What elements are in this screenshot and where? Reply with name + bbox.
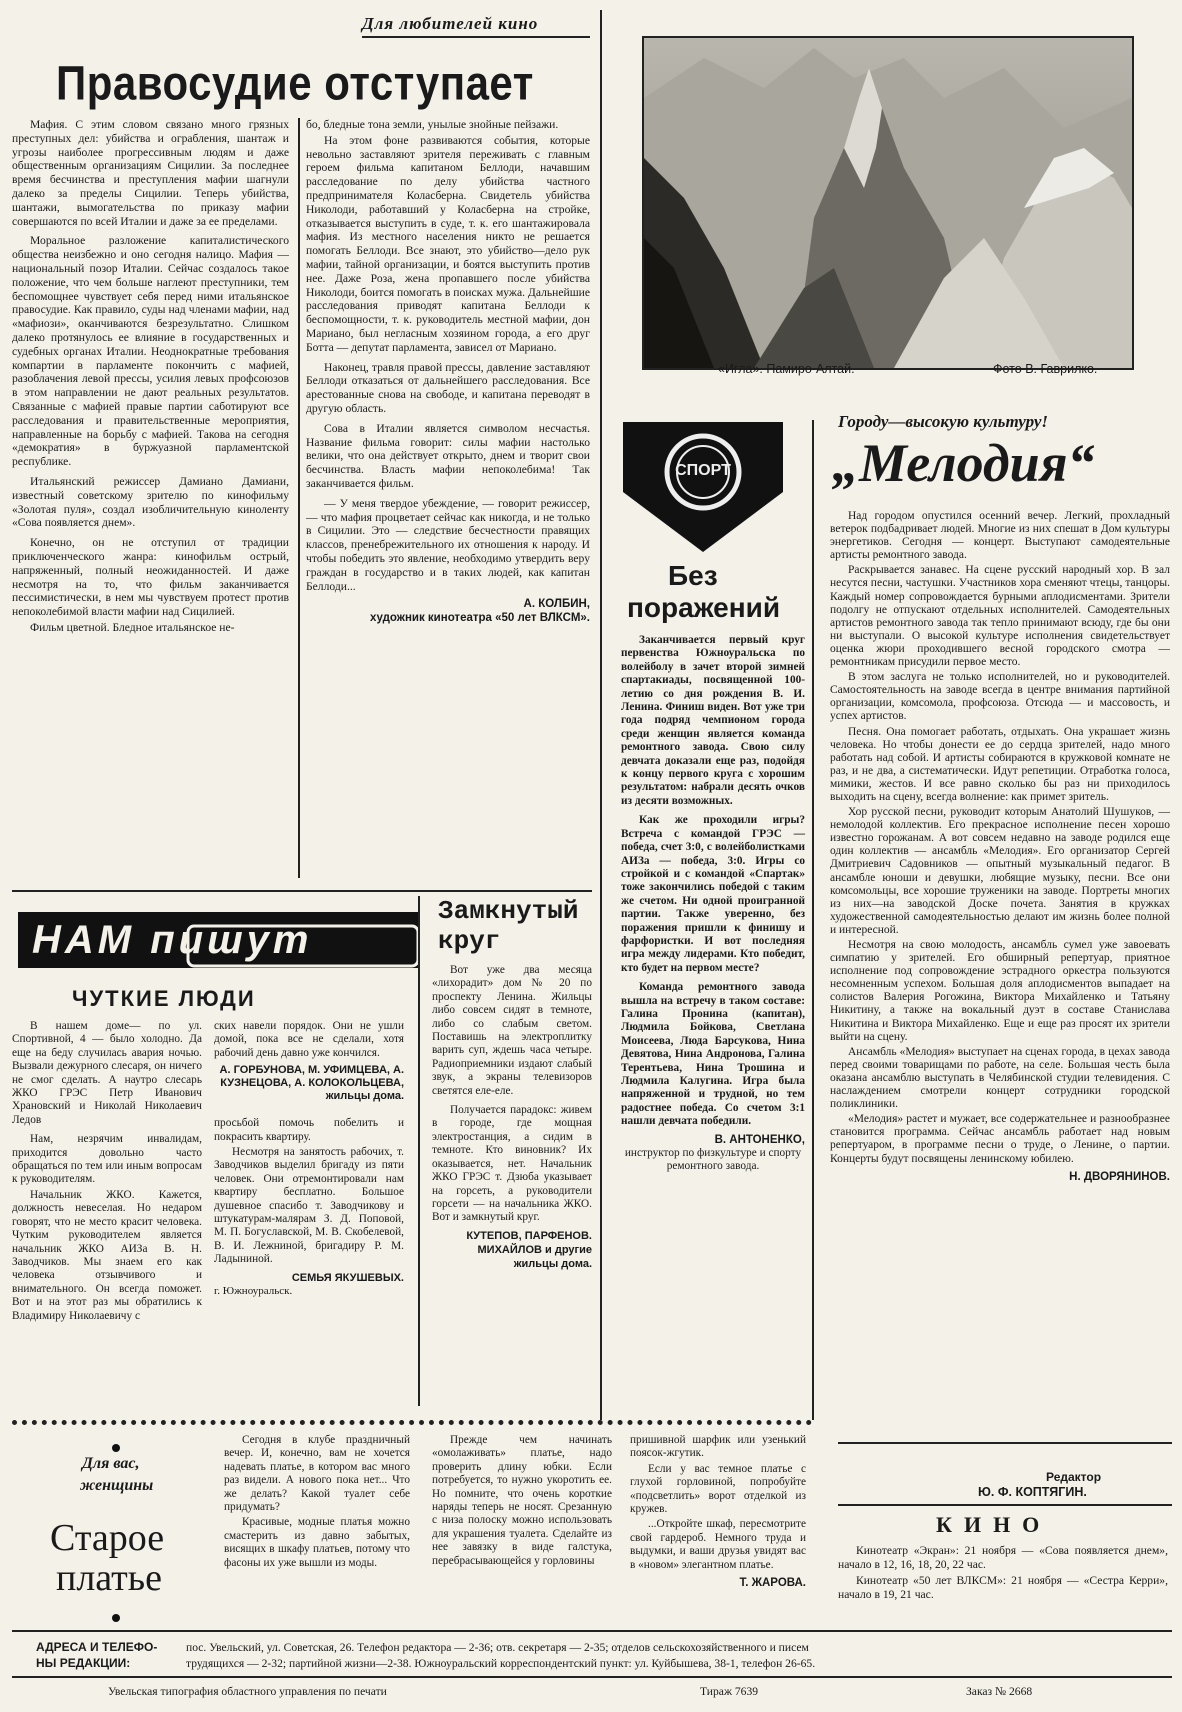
women-title-1: Старое — [50, 1517, 165, 1559]
melodia-kicker: Городу—высокую культуру! — [838, 412, 1049, 431]
headline: Правосудие отступает — [56, 56, 534, 111]
footer-address-1: пос. Увельский, ул. Советская, 26. Телефон редактора — 2-36; отв. секретаря — 2-35; отделов сельскохозяйственного и писем — [186, 1641, 809, 1654]
paragraph: Над городом опустился осенний вечер. Легкий, прохладный ветерок подбадривает людей. Многие из них спешат в Дом культуры энергетиков. Сегодня — концерт. Выступают самодеятельные артисты ремонтного завода. — [830, 510, 1170, 562]
footer-printer: Увельская типография областного управления по печати — [108, 1685, 387, 1698]
rubric-cinema: Для любителей кино — [362, 14, 539, 33]
section-rule — [838, 1442, 1172, 1444]
paragraph: Вот уже два месяца «лихорадит» дом № 20 по проспекту Ленина. Жильцы либо совсем сидят в темноте, либо со слабым светом. Поставишь на электроплитку варить суп, ждешь часа четыре. Радиоприемники издают слабый звук, а экраны телевизоров светятся еле-еле. — [432, 964, 592, 1097]
closed-circle-article — [432, 964, 592, 1271]
letters-col2 — [214, 1020, 404, 1298]
letters-col1 — [12, 1020, 202, 1325]
paragraph: Сова в Италии является символом несчастья. Название фильма говорит: силы мафии настолько велики, что она действует открыто, днем и творит свои бесчинства. Власть мафии непоколебима! Так заканчивается фильм. — [306, 421, 590, 490]
column-divider — [298, 118, 300, 878]
letters-signature-2: СЕМЬЯ ЯКУШЕВЫХ. — [291, 1271, 404, 1284]
paragraph: Фильм цветной. Бледное итальянское не- — [30, 620, 235, 634]
paragraph: Песня. Она помогает работать, отдыхать. Она украшает жизнь человека. Но чтобы донести ее до сердца зрителей, надо много работать над собой. И артисты собираются в кружковой комнате не раз, и не два, а систематически. Идут репетиции. Отработка голоса, мимики, жестов. И все равно сколько бы раз ни приходилось выходить на сцену, всегда волнение: как примет зритель. — [830, 725, 1170, 803]
sport-title-1: Без — [668, 560, 718, 591]
paragraph: Прежде чем начинать «омолаживать» платье, надо проверить длину юбки. Если потребуется, то нужно укоротить ее. Но помните, что очень короткие наряды теперь не носят. Срезанную с низа полоску можно использовать для украшения туалета. Сделайте из нее завязку в виде галстука, перебрасывающейся у горловины — [432, 1434, 612, 1567]
paragraph: Итальянский режиссер Дамиано Дамиани, известный советскому зрителю по кинофильму «Золотая пуля», создал изобличительную киноленту «Сова появляется днем». — [12, 474, 289, 530]
paragraph: Получается парадокс: живем в городе, где мощная электростанция, а сидим в темноте. Кто виновник? Их оказывается, нет. Начальник ЖКО ГРЭС т. Дзюба указывает на горсеть, а руководители горсети — на начальника ЖКО. Вот и замкнутый круг. — [432, 1104, 592, 1224]
section-rule — [12, 890, 592, 892]
cinema-listing — [838, 1544, 1168, 1604]
paragraph: Как же проходили игры? Встреча с командой ГРЭС — победа, счет 3:0, с волейболистками АИЗа — победа, 3:0. Игры со стройкой и с командой «Спартак» тоже закончились победой с таким же счетом. Ни одной проигранной партии. Также уверенно, без поражения пришли к финишу и фарфористки. И вот последняя игра между лидерами. Кто победит, кто будет на первом месте? — [621, 814, 805, 974]
paragraph: Конечно, он не отступил от традиции приключенческого жанра: кинофильм острый, напряженный, полный неожиданностей. И даже несмотря на то, что фильм заканчивается пессимистически, в нем мы чувствуем протест против непоколебимой власти мафии над Сицилией. — [12, 536, 289, 619]
bullet-icon — [112, 1444, 120, 1452]
paragraph: Наконец, травля правой прессы, давление заставляют Беллоди отказаться от дальнейшего расследования. Все арестованные снова на свободе, и капитана переводят в другую область. — [306, 360, 590, 415]
paragraph: На этом фоне развиваются события, которые невольно заставляют зрителя переживать с главным героем фильма капитаном Беллоди, начавшим расследование по делу убийства частного предпринимателя Колаcберна. Свидетель убийства Николоди, работавший у Колаcберна на стройке, отказывается выступить в суде, т. к. его шантажировала мафия. Из местного населения никто не решается помогать Беллоди. Все знают, это убийство—дело рук мафии, тайной организации, и боятся выступить против нее. Даже Роза, жена пропавшего после убийства Николоди, боится помогать в поисках мужа. Дальнейшие расследования приводят капитана Беллоди к беспомощности, т. к. руководитель местной мафии, дон Мариано, был негласным хозяином города, а его друг Ботта — депутат парламента, зависел от Мариано. — [306, 133, 590, 354]
letters-title: ЧУТКИЕ ЛЮДИ — [72, 986, 256, 1011]
footer-rule — [12, 1630, 1172, 1632]
sport-title-2: поражений — [627, 592, 781, 623]
sport-shield-icon — [623, 422, 783, 552]
melodia-title: „Мелодия“ — [832, 433, 1095, 493]
paragraph: Заканчивается первый круг первенства Южноуральска по волейболу в зачет второй зимней спартакиады, посвященной 100-летию со дня рождения В. И. Ленина. Финиш виден. Вот уже три года подряд чемпионом города среди женщин является команда ремонтного завода. Свою силу девчата доказали еще раз, подойдя к концу первого круга с хорошим результатом: набрали десять очков из десяти возможных. — [621, 634, 805, 807]
letters-city: г. Южноуральск. — [214, 1284, 293, 1297]
letters-signature-1: А. ГОРБУНОВА, М. УФИМЦЕВА, А. КУЗНЕЦОВА, А. КОЛОКОЛЬЦЕВА, жильцы дома. — [219, 1064, 404, 1103]
women-col2 — [432, 1434, 612, 1570]
melodia-author: Н. ДВОРЯНИНОВ. — [1069, 1170, 1170, 1183]
women-rubric-1: Для вас, — [82, 1455, 140, 1472]
paragraph: «Мелодия» растет и мужает, все содержательнее и разнообразнее становится программа. Сейчас ансамбль работает над новым репертуаром, в программе песни о труде, о Ленине, о партии. Концерты будут посвящены ленинскому юбилею. — [830, 1113, 1170, 1165]
photo-caption: «Игла». Памиро-Алтай. — [718, 362, 855, 376]
column-divider — [600, 10, 602, 1420]
paragraph: Начальник ЖКО. Кажется, должность невеселая. Но недаром говорят, что не место красит человека. Чутким руководителем является начальник ЖКО АИЗа В. Н. Заводчиков. Мы знаем его как человека отзывчивого и внимательного. Он всегда поможет. Вот и на этот раз мы обратились к Владимиру Николаевичу с — [12, 1188, 202, 1322]
closed-circle-title-2: круг — [438, 926, 501, 956]
column-divider — [418, 896, 420, 1406]
editor-name: Ю. Ф. КОПТЯГИН. — [978, 1485, 1087, 1499]
footer-order: Заказ № 2668 — [966, 1685, 1033, 1698]
mountain-photo — [642, 36, 1134, 370]
women-author: Т. ЖАРОВА. — [739, 1577, 806, 1590]
women-title-2: платье — [56, 1557, 162, 1599]
paragraph: Если у вас темное платье с глухой горловиной, попробуйте «подсветлить» ворот отделкой из кружев. — [630, 1462, 806, 1516]
paragraph: Нам, незрячим инвалидам, приходится довольно часто обращаться по тем или иным вопросам к руководителям. — [12, 1133, 202, 1186]
women-col3 — [630, 1434, 806, 1590]
rubric-underline — [362, 36, 590, 38]
paragraph: ...Откройте шкаф, пересмотрите свой гардероб. Немного труда и выдумки, и ваши друзья увидят вас в «новом» элегантном платье. — [630, 1518, 806, 1571]
sport-emblem-label: СПОРТ — [675, 462, 731, 479]
paragraph: Красивые, модные платья можно смастерить из давно забытых, висящих в шкафу платьев, потому что фасоны их уже вышли из моды. — [224, 1516, 410, 1569]
sport-author-role: инструктор по физкультуре и спорту ремонтного завода. — [624, 1146, 802, 1173]
article-author-role: художник кинотеатра «50 лет ВЛКСМ». — [369, 612, 590, 625]
paragraph: Несмотря на свою молодость, ансамбль сумел уже завоевать симпатию у зрителей. Его обширный репертуар, приятное исполнение под сопровождение эстрадного оркестра пользуются несомненным успехом. Большая доля аплодисментов выпадает на солистов Валерия Рогожина, Виктора Михайленко и Татьяну Никитину, а также на вокальный дуэт в составе Станислава Никитина и Виктора Михайленко. Еще и еще раз просят их зрители выйти на сцену. — [830, 939, 1170, 1043]
sport-emblem — [623, 422, 783, 552]
closed-circle-signature: КУТЕПОВ, ПАРФЕНОВ. МИХАЙЛОВ и другие жильцы дома. — [466, 1229, 592, 1270]
sport-article — [621, 634, 805, 1173]
cinema-item: Кинотеатр «50 лет ВЛКСМ»: 21 ноября — «Сестра Керри», начало в 19, 21 час. — [838, 1574, 1168, 1601]
paragraph: бо, бледные тона земли, унылые знойные пейзажи. — [306, 118, 559, 131]
paragraph: Моральное разложение капиталистического общества неизбежно и оно сегодня налицо. Мафия — национальный позор Италии. Сейчас создалось такое положение, что чем больше наглеют преступники, тем беспомощнее чувствует себя перед ними итальянское правосудие. Как правило, суды над членами мафии, над «мафиози», оканчиваются безрезультатно. Слишком далеко протянулось ее влияние в государственных и судебных органах Италии. Неоднократные требования компартии в парламенте покончить с мафией, разоблачения левой прессы, усилия левых профсоюзов в этом направлении не дают реальных результатов. Связанные с мафией правые партии саботируют все расследования и правительственные мероприятия, направленные на борьбу с мафией. Такова на сегодня «демократия» в буржуазной парламентской республике. — [12, 234, 289, 469]
footer-label-2: НЫ РЕДАКЦИИ: — [36, 1656, 131, 1670]
bullet-icon — [112, 1614, 120, 1622]
paragraph: Сегодня в клубе праздничный вечер. И, конечно, вам не хочется надевать платье, в котором вас много раз видели. А нового пока нет... Что же делать? Какой туалет себе придумать? — [224, 1434, 410, 1514]
footer-circulation: Тираж 7639 — [700, 1685, 759, 1698]
sport-author: В. АНТОНЕНКО, — [714, 1133, 805, 1146]
cinema-title: КИНО — [936, 1512, 1052, 1537]
section-dotted-rule — [12, 1420, 812, 1425]
photo-credit: Фото В. Гаврилко. — [993, 362, 1098, 376]
article-author: А. КОЛБИН, — [523, 598, 590, 611]
paragraph: Команда ремонтного завода вышла на встречу в таком составе: Галина Пронина (капитан), Людмила Бойкова, Светлана Моисеева, Люда Барсукова, Нина Девятова, Нина Андронова, Галина Терентьева, Нина Трошина и Людмила Калугина. Игра была напряженной и трудной, но тем радостнее победа. Со счетом 3:1 нашли девчата победили. — [621, 981, 805, 1128]
closed-circle-title-1: Замкнутый — [438, 896, 579, 926]
women-col1 — [224, 1434, 410, 1572]
paragraph: Ансамбль «Мелодия» выступает на сценах города, в цехах завода перед своими товарищами по работе, на селе. Большая честь была оказана ансамблю выступать в Челябинской студии телевидения. С наслаждением смотрели концерт сотрудники городской поликлиники. — [830, 1045, 1170, 1111]
letters-banner — [18, 904, 418, 974]
section-rule — [838, 1504, 1172, 1506]
paragraph: Раскрывается занавес. На сцене русский народный хор. В зал несутся песни, частушки. Участников хора сменяют чтецы, танцоры. Каждый номер сопровождается бурными аплодисментами. Зрители подолгу не отпускают отдельных исполнителей. Самодеятельных артистов ремонтного завода так тепло принимают всюду, где бы они ни выступали. О высокой культуре исполнения свидетельствует оценка жюри проходившего весной городского смотра — ремонтникам присудили первое место. — [830, 564, 1170, 669]
paragraph: просьбой помочь побелить и покрасить квартиру. — [214, 1117, 404, 1143]
footer-rule — [12, 1676, 1172, 1678]
paragraph: Хор русской песни, руководит которым Анатолий Шушуков, — немолодой коллектив. Его прекрасное исполнение песен хорошо известно горожанам. А вот совсем недавно на заводе родился еще один коллектив — ансамбль «Мелодия». Его организатор Сергей Дмитриевич Садовников — опытный музыкальный педагог. В ансамбле юноши и девушки, любящие музыку, песни. Все они комсомольцы, все хорошие труженики на заводе. Портреты многих из них—на заводской Доске почета. Занятия в кружках художественной самодеятельностью делают им жизнь более полной и интересной. — [830, 806, 1170, 936]
column-divider — [812, 420, 814, 1420]
paragraph: — У меня твердое убеждение, — говорит режиссер, — что мафия процветает сейчас как никогда, и не только в Сицилии. Это — следствие бесчестности правящих классов, пренебрежительного их отношения к народу. И чтобы победить это явление, необходимо утвердить веру граждан в государство и в таких людей, как капитан Беллоди... — [306, 496, 590, 593]
melodia-article — [830, 510, 1170, 1184]
paragraph: Мафия. С этим словом связано много грязных преступных дел: убийства и ограбления, шантаж и угрозы наиболее прогрессивным людям и даже общественным организациям Сицилии. За последнее время бесчинства и преступления мафии шагнули далеко за пределы Сицилии. Теперь убийства, шантажи, вымогательства по приказу мафии совершаются по всей Италии и даже за ее пределами. — [12, 118, 289, 228]
women-rubric-2: женщины — [80, 1477, 154, 1494]
paragraph: В нашем доме— по ул. Спортивной, 4 — было холодно. Да еще на беду случилась авария ночью. Вызвали дежурного слесаря, он ничего не смог сделать. А наутро слесарь ЖКО ГРЭС Петр Иванович Храновский и Николай Николаевич Ледов — [12, 1020, 202, 1126]
footer-address-2: трудящихся — 2-32; партийной жизни—2-38. Южноуральский корреспондентский пункт: ул. Куйбышева, 38-1, телефон 26-65. — [186, 1657, 816, 1670]
paragraph: пришивной шарфик или узенький поясок-жгутик. — [630, 1434, 806, 1460]
paragraph: Несмотря на занятость рабочих, т. Заводчиков выделил бригаду из пяти человек. Они отремонтировали нам квартиру бесплатно. Большое душевное спасибо т. Заводчикову и штукатурам-малярам З. Д. Поповой, М. П. Богуславской, М. В. Скобелевой, В. И. Лежниной, бригадиру Р. М. Ладыниной. — [214, 1146, 404, 1266]
main-article-col1 — [12, 118, 289, 637]
paragraph: В этом заслуга не только исполнителей, но и руководителей. Самостоятельность на заводе всегда в центре внимания партийной организации, комсомола, профсоюза. Отсюда — и массовость, и успех артистов. — [830, 671, 1170, 723]
editor-label: Редактор — [1046, 1470, 1102, 1484]
mountain-photo-image — [644, 38, 1132, 368]
letters-banner-label: НАМ пишут — [32, 918, 313, 962]
paragraph: ских навели порядок. Они не ушли домой, пока все не сделали, хотя рабочий день давно уже кончился. — [214, 1020, 404, 1059]
main-article-col2 — [306, 118, 590, 625]
footer-label-1: АДРЕСА И ТЕЛЕФО- — [36, 1640, 158, 1654]
cinema-item: Кинотеатр «Экран»: 21 ноября — «Сова появляется днем», начало в 12, 16, 18, 20, 22 час. — [838, 1544, 1168, 1571]
